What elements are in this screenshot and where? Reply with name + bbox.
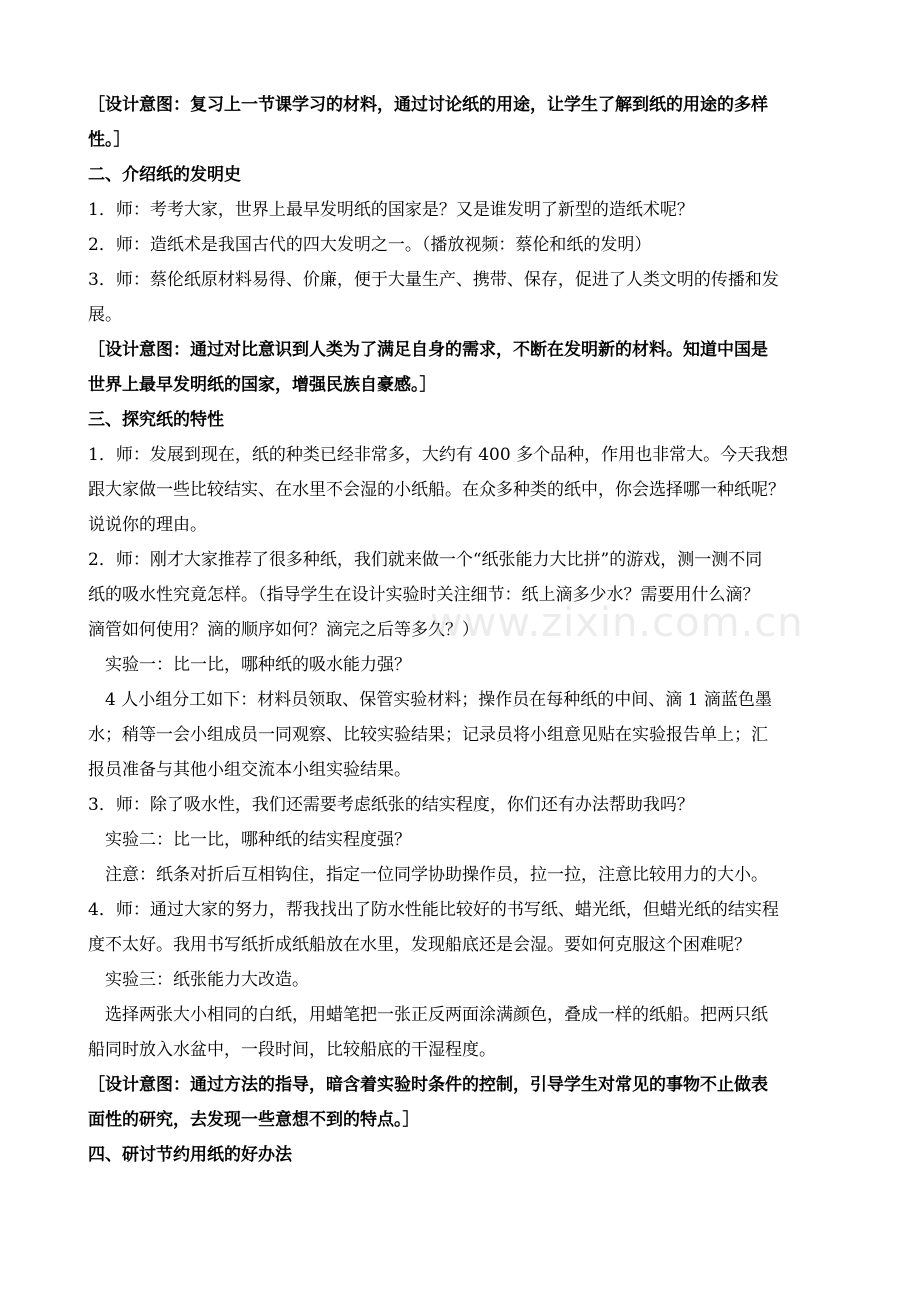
paragraph-3-4-line-2: 度不太好。我用书写纸折成纸船放在水里，发现船底还是会湿。要如何克服这个困难呢？ [88, 935, 751, 955]
paragraph-3-1-line-3: 说说你的理由。 [88, 515, 207, 535]
paragraph-3-1-line-1: 1．师：发展到现在，纸的种类已经非常多，大约有 400 多个品种，作用也非常大。今天我想 [88, 445, 789, 465]
design-intent-1-line-2: 性。］ [88, 130, 131, 150]
watermark-text: www.zixin.com.cn [430, 600, 804, 646]
document-page [88, 88, 834, 1173]
design-intent-2-line-1: ［设计意图：通过对比意识到人类为了满足自身的需求，不断在发明新的材料。知道中国是 [88, 340, 768, 360]
experiment-1-roles-line-1: 4 人小组分工如下：材料员领取、保管实验材料；操作员在每种纸的中间、滴 1 滴蓝色墨 [88, 690, 772, 710]
paragraph-2-3-line-2: 展。 [88, 305, 122, 325]
paragraph-3-2-line-2: 纸的吸水性究竟怎样。（指导学生在设计实验时关注细节：纸上滴多少水？需要用什么滴？ [88, 585, 760, 605]
paragraph-3-2-line-3: 滴管如何使用？滴的顺序如何？滴完之后等多久？） [88, 620, 479, 640]
section-heading-3: 三、探究纸的特性 [88, 410, 224, 430]
paragraph-2-2: 2．师：造纸术是我国古代的四大发明之一。（播放视频：蔡伦和纸的发明） [88, 235, 652, 255]
experiment-1-title: 实验一：比一比，哪种纸的吸水能力强？ [88, 655, 411, 675]
experiment-1-roles-line-3: 报员准备与其他小组交流本小组实验结果。 [88, 760, 411, 780]
experiment-3-steps-line-1: 选择两张大小相同的白纸，用蜡笔把一张正反两面涂满颜色，叠成一样的纸船。把两只纸 [88, 1005, 768, 1025]
paragraph-2-1: 1．师：考考大家，世界上最早发明纸的国家是？又是谁发明了新型的造纸术呢？ [88, 200, 694, 220]
paragraph-2-3-line-1: 3．师：蔡伦纸原材料易得、价廉，便于大量生产、携带、保存，促进了人类文明的传播和发 [88, 270, 779, 290]
paragraph-3-1-line-2: 跟大家做一些比较结实、在水里不会湿的小纸船。在众多种类的纸中，你会选择哪一种纸呢？ [88, 480, 785, 500]
experiment-2-note: 注意：纸条对折后互相钩住，指定一位同学协助操作员，拉一拉，注意比较用力的大小。 [88, 865, 768, 885]
paragraph-3-3: 3．师：除了吸水性，我们还需要考虑纸张的结实程度，你们还有办法帮助我吗？ [88, 795, 694, 815]
design-intent-3-line-1: ［设计意图：通过方法的指导，暗含着实验时条件的控制，引导学生对常见的事物不止做表 [88, 1075, 768, 1095]
section-heading-2: 二、介绍纸的发明史 [88, 165, 241, 185]
design-intent-2-line-2: 世界上最早发明纸的国家，增强民族自豪感。］ [88, 375, 437, 395]
section-heading-4: 四、研讨节约用纸的好办法 [88, 1145, 292, 1165]
experiment-3-title: 实验三：纸张能力大改造。 [88, 970, 309, 990]
design-intent-3-line-2: 面性的研究，去发现一些意想不到的特点。］ [88, 1110, 420, 1130]
experiment-2-title: 实验二：比一比，哪种纸的结实程度强？ [88, 830, 411, 850]
design-intent-1-line-1: ［设计意图：复习上一节课学习的材料，通过讨论纸的用途，让学生了解到纸的用途的多样 [88, 95, 768, 115]
paragraph-3-4-line-1: 4．师：通过大家的努力，帮我找出了防水性能比较好的书写纸、蜡光纸，但蜡光纸的结实程 [88, 900, 779, 920]
experiment-3-steps-line-2: 船同时放入水盆中，一段时间，比较船底的干湿程度。 [88, 1040, 496, 1060]
experiment-1-roles-line-2: 水；稍等一会小组成员一同观察、比较实验结果；记录员将小组意见贴在实验报告单上；汇 [88, 725, 768, 745]
paragraph-3-2-line-1: 2．师：刚才大家推荐了很多种纸，我们就来做一个“纸张能力大比拼”的游戏，测一测不同 [88, 550, 763, 570]
